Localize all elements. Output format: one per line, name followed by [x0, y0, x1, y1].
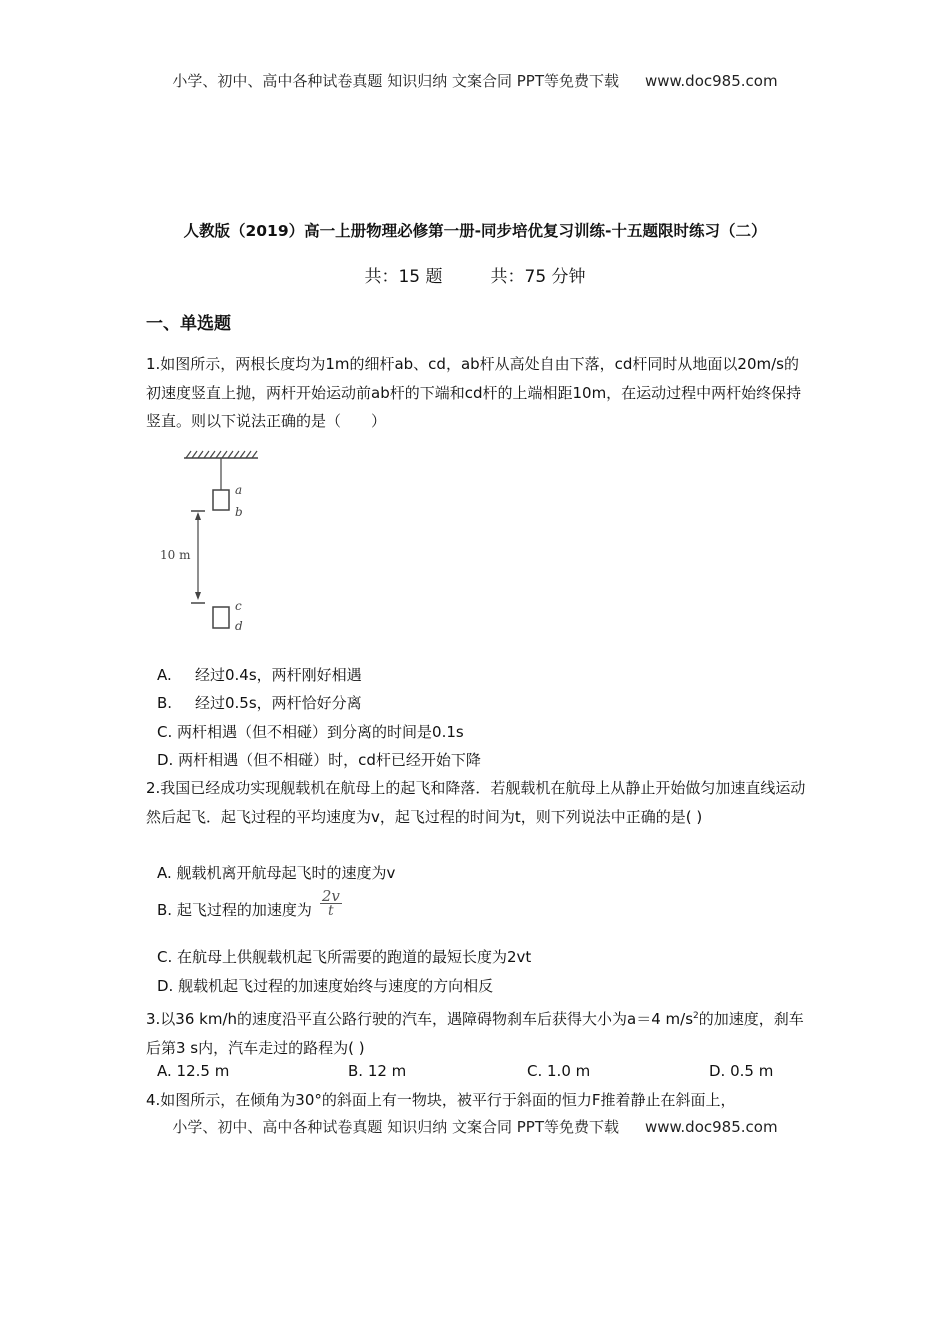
arrow-head-up [195, 512, 201, 520]
footer-text: 小学、初中、高中各种试卷真题 知识归纳 文案合同 PPT等免费下载 [172, 1118, 619, 1136]
question-2-option-d[interactable]: D. 舰载机起飞过程的加速度始终与速度的方向相反 [157, 977, 494, 995]
question-1-figure [150, 448, 270, 638]
question-3-option-b[interactable]: B. 12 m [348, 1062, 407, 1080]
page-header [0, 70, 950, 91]
question-3-option-d[interactable]: D. 0.5 m [709, 1062, 774, 1080]
time-limit: 共：75 分钟 [490, 267, 586, 287]
document-title: 人教版（2019）高一上册物理必修第一册-同步培优复习训练-十五题限时练习（二） [183, 222, 767, 240]
rod-cd [213, 607, 229, 628]
section-heading: 一、单选题 [146, 314, 231, 334]
question-1-option-a[interactable]: A. 经过0.4s，两杆刚好相遇 [157, 666, 362, 684]
label-a: a [235, 483, 243, 497]
label-c: c [235, 599, 242, 613]
question-1-stem: 1.如图所示，两根长度均为1m的细杆ab、cd，ab杆从高处自由下落，cd杆同时从地面以20m/s的初速度竖直上抛，两杆开始运动前ab杆的下端和cd杆的上端相距10m，在运动过程中两杆始终保持竖直。则以下说法正确的是（ ） [146, 355, 802, 430]
question-2-option-b[interactable]: B. 起飞过程的加速度为 $\frac{2v}{t}$ [157, 887, 340, 919]
header-text: 小学、初中、高中各种试卷真题 知识归纳 文案合同 PPT等免费下载 [172, 72, 619, 90]
question-1-option-c[interactable]: C. 两杆相遇（但不相碰）到分离的时间是0.1s [157, 723, 464, 741]
page-footer [0, 1116, 950, 1137]
arrow-head-down [195, 592, 201, 600]
header-site[interactable]: www.doc985.com [644, 72, 778, 90]
fraction-2v-over-t: $\frac{2v}{t}$ [321, 887, 340, 919]
question-2-option-c[interactable]: C. 在航母上供舰载机起飞所需要的跑道的最短长度为2vt [157, 948, 532, 966]
label-d: d [235, 619, 243, 633]
distance-label: 10 m [160, 548, 191, 562]
question-3-option-a[interactable]: A. 12.5 m [157, 1062, 230, 1080]
question-2-option-a[interactable]: A. 舰载机离开航母起飞时的速度为v [157, 864, 396, 882]
question-3-option-c[interactable]: C. 1.0 m [527, 1062, 591, 1080]
question-1-option-b[interactable]: B. 经过0.5s，两杆恰好分离 [157, 694, 362, 712]
ceiling-hatch [186, 451, 257, 458]
question-3-stem: 3.以36 km/h的速度沿平直公路行驶的汽车，遇障碍物刹车后获得大小为a＝4 $m/s^2$的加速度，刹车后第3 s内，汽车走过的路程为( ) [146, 1010, 804, 1057]
question-1-option-d[interactable]: D. 两杆相遇（但不相碰）时，cd杆已经开始下降 [157, 751, 481, 769]
footer-site[interactable]: www.doc985.com [644, 1118, 778, 1136]
question-4-stem: 4.如图所示，在倾角为30°的斜面上有一物块，被平行于斜面的恒力F推着静止在斜面上， [146, 1091, 736, 1109]
question-2-stem: 2.我国已经成功实现舰载机在航母上的起飞和降落．若舰载机在航母上从静止开始做匀加速直线运动然后起飞．起飞过程的平均速度为v，起飞过程的时间为t，则下列说法中正确的是( ) [146, 779, 806, 826]
rod-ab [213, 490, 229, 510]
question-count: 共：15 题 [364, 267, 443, 287]
label-b: b [235, 505, 243, 519]
exam-meta [0, 262, 950, 287]
